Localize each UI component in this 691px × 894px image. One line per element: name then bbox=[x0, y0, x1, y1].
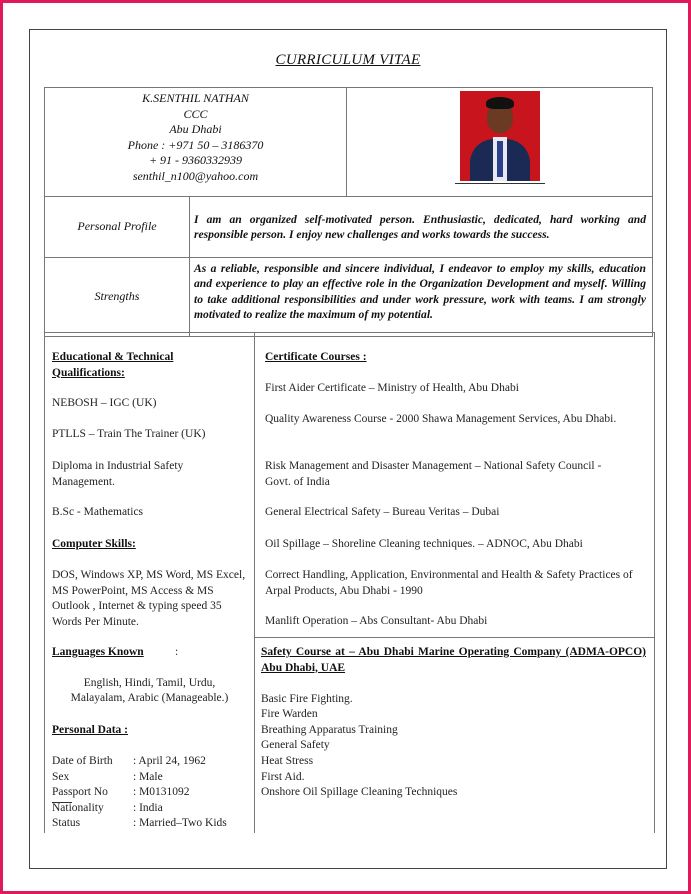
certificate-item: General Electrical Safety – Bureau Veritas – Dubai bbox=[265, 506, 500, 518]
contact-block bbox=[45, 88, 347, 197]
personal-value: : India bbox=[133, 802, 163, 814]
photo-cell bbox=[347, 88, 653, 197]
safety-item: Fire Warden bbox=[261, 708, 318, 720]
computer-heading: Computer Skills: bbox=[52, 538, 136, 550]
personal-value: : Male bbox=[133, 771, 163, 783]
certificate-item: Correct Handling, Application, Environmental and Health & Safety Practices of Arpal Products, Abu Dhabi - 1990 bbox=[265, 569, 633, 597]
languages-colon: : bbox=[175, 646, 179, 658]
education-item: PTLLS – Train The Trainer (UK) bbox=[52, 428, 206, 440]
personal-key: Nationality bbox=[52, 802, 104, 814]
contact-email: senthil_n100@yahoo.com bbox=[132, 168, 259, 183]
safety-item: Breathing Apparatus Training bbox=[261, 724, 398, 736]
contact-city: Abu Dhabi bbox=[169, 122, 222, 136]
header-table bbox=[44, 87, 653, 337]
document-title: CURRICULUM VITAE bbox=[275, 52, 421, 68]
details-section bbox=[44, 332, 655, 833]
languages-line-2: Malayalam, Arabic (Manageable.) bbox=[70, 692, 229, 704]
certificate-item: Manlift Operation – Abs Consultant- Abu Dhabi bbox=[265, 615, 488, 627]
personal-value: : Married–Two Kids bbox=[133, 817, 227, 829]
profile-label: Personal Profile bbox=[45, 197, 190, 257]
personal-key: Sex bbox=[52, 771, 70, 783]
right-column bbox=[255, 333, 654, 833]
education-item: Diploma in Industrial Safety Management. bbox=[52, 460, 184, 488]
contact-phone-2: + 91 - 9360332939 bbox=[148, 153, 243, 167]
safety-item: First Aid. bbox=[261, 771, 305, 783]
personal-key: Passport No bbox=[52, 786, 108, 798]
personal-value: : M0131092 bbox=[133, 786, 190, 798]
education-heading: Educational & Technical Qualifications: bbox=[52, 351, 174, 379]
safety-item: Onshore Oil Spillage Cleaning Techniques bbox=[261, 786, 458, 798]
left-column bbox=[45, 333, 255, 833]
contact-name: K.SENTHIL NATHAN bbox=[142, 91, 249, 105]
photo-underline bbox=[455, 183, 545, 184]
personal-key: Status bbox=[52, 817, 81, 829]
strengths-text: As a reliable, responsible and sincere individual, I endeavor to employ my skills, education and experience to play an effective role in the Organization Development and myself. Willing to take additional responsibilities and under work pressure, work with teams. I am strongly motivated to realize the maximum of my potential. bbox=[194, 261, 646, 321]
profile-photo bbox=[460, 91, 540, 181]
education-item: NEBOSH – IGC (UK) bbox=[52, 397, 157, 409]
cv-document bbox=[29, 29, 667, 869]
personal-key: Date of Birth bbox=[52, 755, 113, 767]
certificate-item: Oil Spillage – Shoreline Cleaning techniques. – ADNOC, Abu Dhabi bbox=[265, 538, 583, 550]
personal-value: : April 24, 1962 bbox=[133, 755, 206, 767]
education-item: B.Sc - Mathematics bbox=[52, 506, 144, 518]
profile-text: I am an organized self-motivated person. Enthusiastic, dedicated, hard working and responsible person. I enjoy new challenges and works towards the success. bbox=[190, 197, 653, 257]
languages-line-1: English, Hindi, Tamil, Urdu, bbox=[83, 677, 216, 689]
safety-item: Heat Stress bbox=[261, 755, 314, 767]
safety-heading: Safety Course at – Abu Dhabi Marine Operating Company (ADMA-OPCO) Abu Dhabi, UAE bbox=[261, 646, 646, 674]
computer-skills-text: DOS, Windows XP, MS Word, MS Excel, MS PowerPoint, MS Access & MS Outlook , Internet & typing speed 35 Words Per Minute. bbox=[52, 569, 246, 628]
languages-heading: Languages Known bbox=[52, 646, 144, 658]
certificate-item: Quality Awareness Course - 2000 Shawa Management Services, Abu Dhabi. bbox=[265, 413, 617, 425]
safety-item: Basic Fire Fighting. bbox=[261, 693, 353, 705]
certificate-item: Risk Management and Disaster Management – National Safety Council - Govt. of India bbox=[265, 460, 602, 488]
divider bbox=[255, 637, 654, 638]
certificates-heading: Certificate Courses : bbox=[265, 351, 367, 363]
contact-phone-1: Phone : +971 50 – 3186370 bbox=[127, 137, 264, 152]
strengths-label: Strengths bbox=[45, 257, 190, 336]
safety-item: General Safety bbox=[261, 739, 330, 751]
contact-code: CCC bbox=[183, 106, 208, 121]
personal-heading: Personal Data : bbox=[52, 724, 129, 736]
certificate-item: First Aider Certificate – Ministry of Health, Abu Dhabi bbox=[265, 382, 519, 394]
